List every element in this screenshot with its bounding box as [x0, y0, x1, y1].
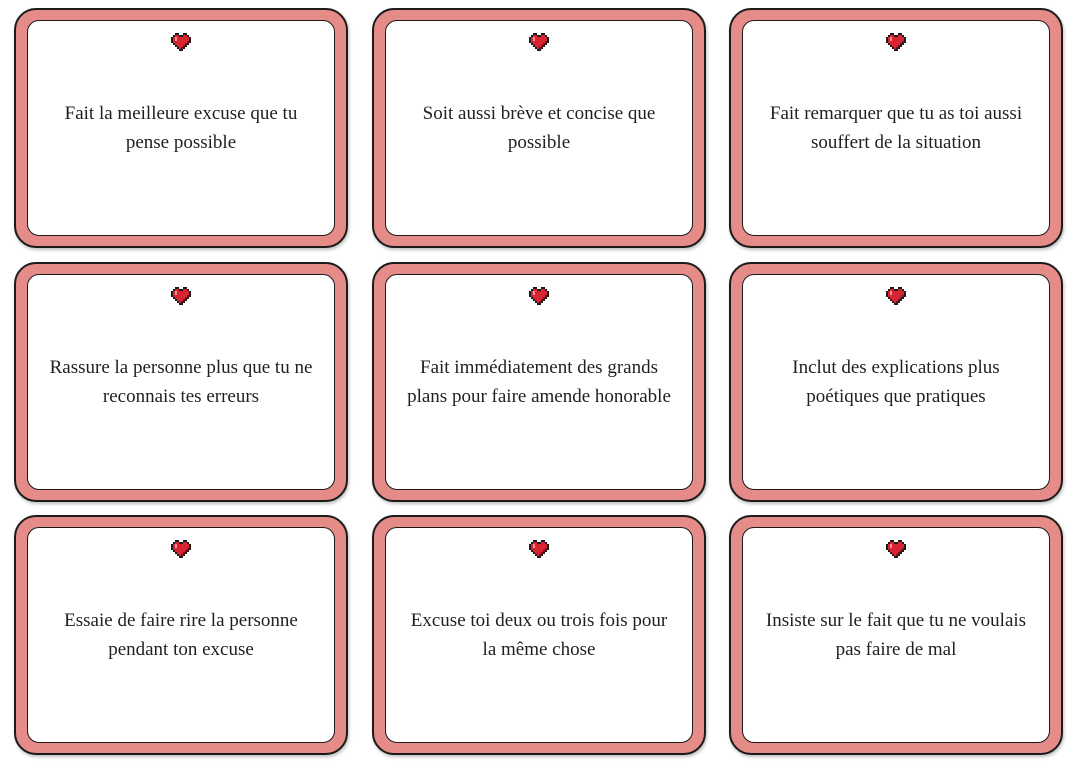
card[interactable]: [729, 262, 1063, 502]
card-face: [385, 527, 693, 743]
card[interactable]: [729, 8, 1063, 248]
heart-icon: [171, 287, 191, 305]
card[interactable]: [14, 515, 348, 755]
heart-icon: [529, 540, 549, 558]
card[interactable]: [372, 262, 706, 502]
card-text: Excuse toi deux ou trois fois pour la même chose: [410, 610, 668, 660]
card[interactable]: [14, 262, 348, 502]
card-face: [27, 20, 335, 236]
card-text: Fait remarquer que tu as toi aussi souffert de la situation: [769, 103, 1023, 153]
card-face: [742, 274, 1050, 490]
card-text: Fait la meilleure excuse que tu pense possible: [64, 103, 298, 153]
card-text: Fait immédiatement des grands plans pour faire amende honorable: [407, 357, 671, 407]
card-face: [27, 274, 335, 490]
card-text: Soit aussi brève et concise que possible: [422, 103, 656, 153]
card-text: Inclut des explications plus poétiques que pratiques: [792, 357, 1000, 407]
card-face: [27, 527, 335, 743]
card-face: [742, 527, 1050, 743]
heart-icon: [529, 287, 549, 305]
heart-icon: [886, 33, 906, 51]
card-face: [385, 20, 693, 236]
card-text: Rassure la personne plus que tu ne reconnais tes erreurs: [49, 357, 313, 407]
heart-icon: [886, 540, 906, 558]
card-face: [742, 20, 1050, 236]
heart-icon: [171, 33, 191, 51]
heart-icon: [529, 33, 549, 51]
card[interactable]: [729, 515, 1063, 755]
heart-icon: [886, 287, 906, 305]
card[interactable]: [372, 515, 706, 755]
card[interactable]: [372, 8, 706, 248]
card-face: [385, 274, 693, 490]
card-text: Insiste sur le fait que tu ne voulais pas faire de mal: [765, 610, 1027, 660]
card[interactable]: [14, 8, 348, 248]
heart-icon: [171, 540, 191, 558]
card-text: Essaie de faire rire la personne pendant ton excuse: [64, 610, 298, 660]
